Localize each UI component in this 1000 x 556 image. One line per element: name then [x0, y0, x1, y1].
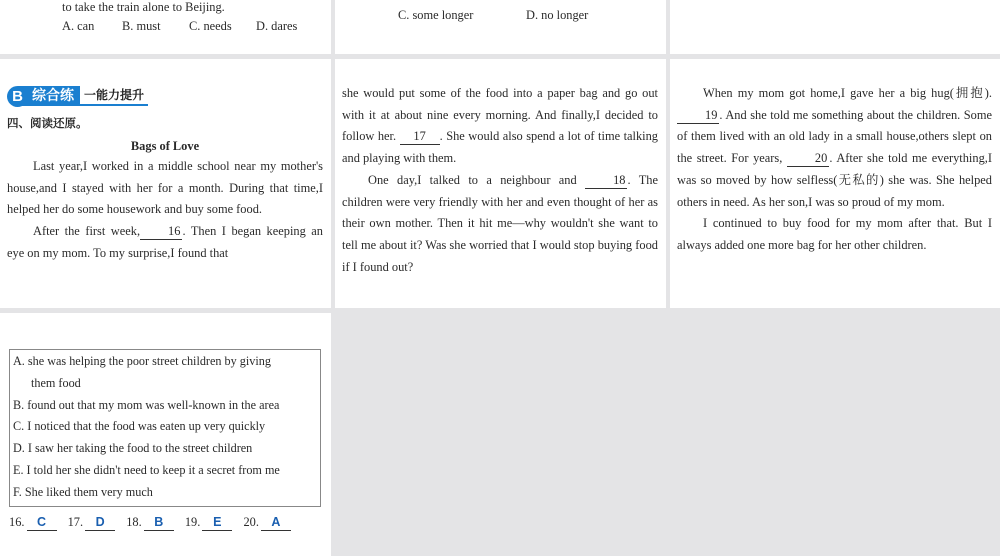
top-right-tile	[670, 0, 1000, 54]
blank-17: 17	[400, 128, 440, 145]
option-c-2: C. some longer	[398, 8, 474, 22]
choices-box	[9, 349, 321, 507]
paragraph-5-start: When my mom got home,I gave her a big hug(拥抱).	[703, 86, 992, 100]
paragraph-4-start: One day,I talked to a neighbour and	[368, 172, 577, 187]
question-options	[62, 19, 297, 34]
top-left-tile	[0, 0, 331, 54]
section-heading: 四、阅读还原。	[7, 116, 88, 130]
answer-16-num: 16.	[9, 514, 25, 529]
choice-a	[13, 351, 320, 395]
answer-18-num: 18.	[126, 514, 142, 529]
badge-title: 综合练	[18, 86, 80, 106]
blank-20: 20	[787, 150, 829, 167]
answer-18: B	[144, 515, 174, 531]
paragraph-2	[7, 221, 323, 264]
blank-16: 16	[140, 223, 182, 240]
paragraph-5	[677, 83, 992, 213]
paragraph-1: Last year,I worked in a middle school near my mother's house,and I stayed with her for a month. During that time,I helped her do some housework and buy some food.	[7, 159, 323, 217]
answer-19-num: 19.	[184, 514, 201, 529]
section-badge	[7, 85, 323, 107]
passage-column-3	[670, 59, 1000, 308]
answer-20: A	[261, 515, 291, 531]
paragraph-5-middle: . And she told me something about the children. Some of them lived with an old lady in a small house,others slept on the street. For years,	[677, 107, 992, 166]
answer-20-num: 20.	[243, 514, 259, 529]
choice-b: B. found out that my mom was well-known in the area	[13, 397, 280, 412]
choice-e: E. I told her she didn't need to keep it a secret from me	[13, 462, 280, 477]
choices-tile	[0, 313, 331, 556]
passage-title: Bags of Love	[130, 139, 200, 153]
question-stem-tail: to take the train alone to Beijing.	[62, 0, 225, 14]
blank-19: 19	[677, 107, 719, 124]
answer-19: E	[202, 515, 232, 531]
choice-c: C. I noticed that the food was eaten up very quickly	[13, 419, 266, 434]
answer-17-num: 17.	[67, 514, 84, 529]
choice-a-line2: them food	[31, 375, 81, 390]
option-b: B. must	[122, 19, 161, 33]
paragraph-3-end: . She would also spend a lot of time talking and playing with them.	[342, 129, 658, 166]
badge-subtitle: 一能力提升	[80, 86, 148, 106]
option-c: C. needs	[189, 19, 232, 33]
choice-d: D. I saw her taking the food to the street children	[13, 441, 253, 456]
passage-column-2	[335, 59, 666, 308]
badge-letter: B	[7, 86, 28, 107]
blank-18: 18	[585, 172, 627, 189]
passage-column-1	[0, 59, 331, 308]
choice-a-line1: A. she was helping the poor street children by giving	[13, 354, 271, 368]
paragraph-2-start: After the first week,	[33, 224, 141, 239]
paragraph-4-end: . The children were very friendly with her and even thought of her as their own mother. Then it hit me—why wouldn't she want to tell me about it? Was she worried that I would stop buying food if I found out?	[342, 172, 658, 274]
question-options-2	[398, 8, 588, 23]
option-d: D. dares	[256, 19, 298, 33]
choice-f: F. She liked them very much	[13, 484, 153, 499]
answer-row	[9, 515, 321, 531]
option-a: A. can	[62, 19, 95, 33]
answer-16: C	[27, 515, 57, 531]
paragraph-4	[342, 170, 658, 279]
paragraph-5-end: . After she told me everything,I was so moved by how selfless(无私的) she was. She helped others in need. As her son,I was so proud of my mom.	[677, 151, 992, 209]
paragraph-3	[342, 83, 658, 170]
paragraph-6: I continued to buy food for my mom after that. But I always added one more bag for her other children.	[677, 216, 992, 252]
top-middle-tile	[335, 0, 666, 54]
paragraph-3-start: she would put some of the food into a paper bag and go out with it at about nine every morning. And finally,I decided to follow her.	[342, 86, 658, 144]
option-d-2: D. no longer	[526, 8, 589, 22]
answer-17: D	[85, 515, 115, 531]
paragraph-2-end: . Then I began keeping an eye on my mom. To my surprise,I found that	[7, 224, 323, 260]
